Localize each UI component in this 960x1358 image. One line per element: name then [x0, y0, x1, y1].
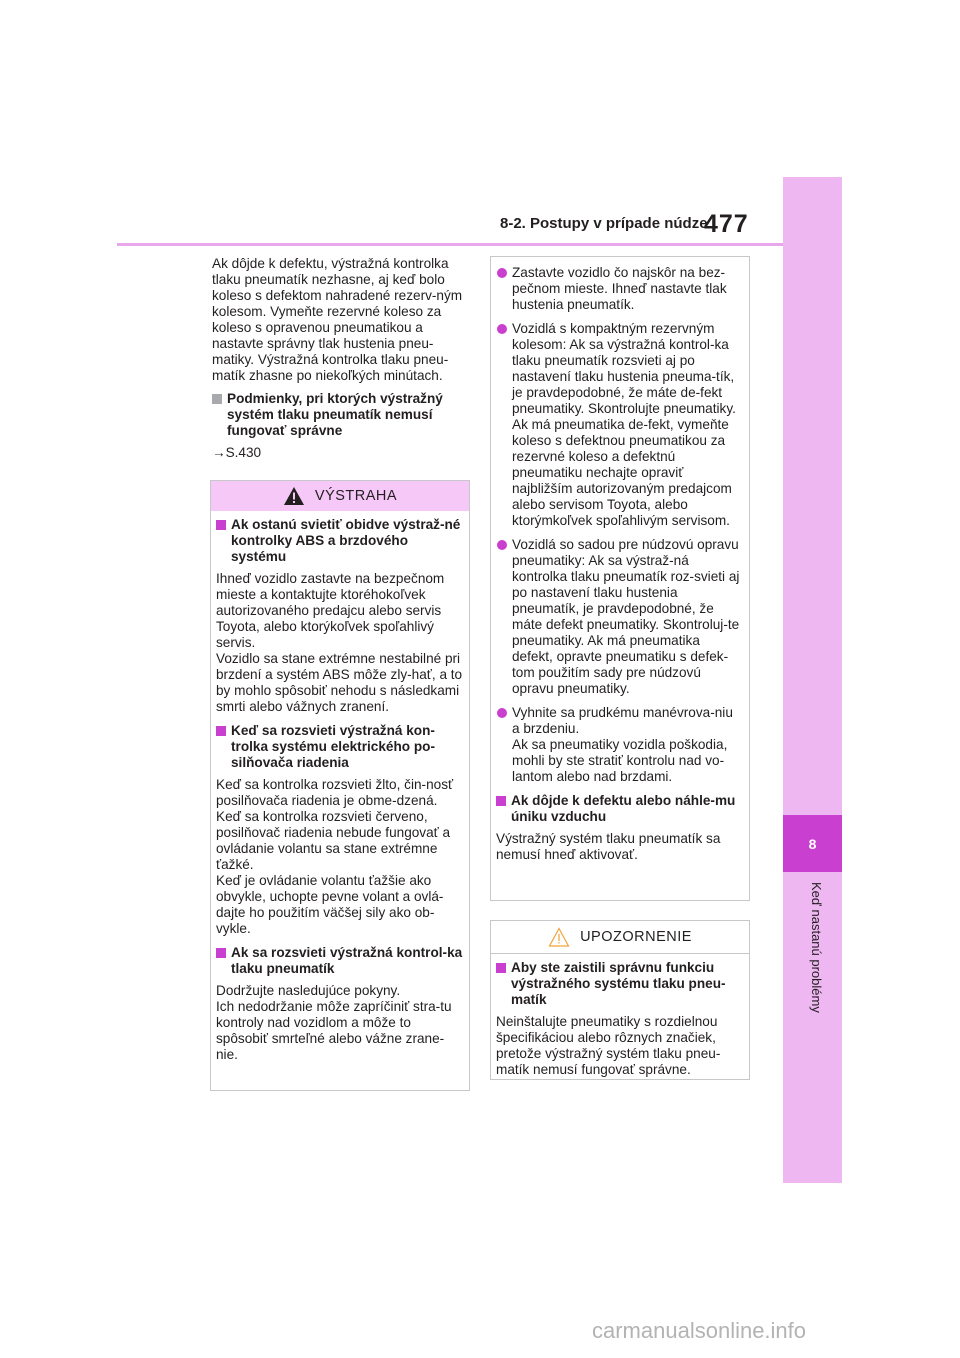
warning-section: [216, 517, 463, 715]
warning-box-header: [211, 481, 469, 511]
warning-continued-body: [491, 257, 749, 863]
list-item-line: Ak sa pneumatiky vozidla poškodia, mohli by ste stratiť kontrolu nad vo-lantom alebo nad brzdami.: [512, 737, 728, 784]
chapter-number-tab[interactable]: [783, 815, 842, 872]
warning-section-heading: [216, 945, 463, 977]
heading-square-icon: [496, 963, 506, 973]
notice-box-title: UPOZORNENIE: [580, 929, 692, 945]
warning-section-text: Dodržujte nasledujúce pokyny.: [216, 983, 401, 998]
conditions-heading-text: Podmienky, pri ktorých výstražný systém tlaku pneumatík nemusí fungovať správne: [227, 391, 443, 438]
list-item: [496, 265, 743, 313]
list-item-text: Vozidlá so sadou pre núdzovú opravu pneumatiky: Ak sa výstraž-ná kontrolka tlaku pneumatík roz-svieti aj po nastavení tlaku hustenia pneumatík, je pravdepodobné, že máte defekt pneumatiky. Skontroluj-te pneumatiky. Ak má pneumatika defekt, opravte pneumatiku s defek-tom použitím sady pre núdzovú opravu pneumatiky.: [512, 537, 740, 696]
leak-heading: [496, 793, 743, 825]
warning-section-heading-text: Ak ostanú svietiť obidve výstraž-né kontrolky ABS a brzdového systému: [231, 517, 461, 564]
warning-continued-box: [490, 256, 750, 901]
bullet-dot-icon: [497, 268, 507, 278]
warning-section-heading: [216, 723, 463, 771]
intro-paragraph: Ak dôjde k defektu, výstražná kontrolka tlaku pneumatík nezhasne, aj keď bolo koleso s defektom nahradené rezerv-ným kolesom. Vymeňte rezervné koleso za koleso s opravenou pneumatikou a nastavte správny tlak hustenia pneu-matiky. Výstražná kontrolka tlaku pneu-matík zhasne po niekoľkých minútach.: [212, 256, 463, 383]
warning-triangle-icon: [283, 486, 305, 506]
caution-triangle-icon: [548, 927, 570, 947]
notice-heading: [496, 960, 743, 1008]
warning-section-heading-text: Keď sa rozsvieti výstražná kon-trolka systému elektrického po-silňovača riadenia: [231, 723, 435, 770]
list-item-text: Zastavte vozidlo čo najskôr na bez-pečnom mieste. Ihneď nastavte tlak hustenia pneumatík.: [512, 265, 727, 312]
heading-square-icon: [216, 948, 226, 958]
notice-text: Neinštalujte pneumatiky s rozdielnou špecifikáciou alebo rôznych značiek, pretože výstražný systém tlaku pneu-matík nemusí fungovať správne.: [496, 1014, 721, 1077]
warning-box-body: [211, 511, 469, 1063]
heading-square-icon: [216, 726, 226, 736]
warning-section-heading-text: Ak sa rozsvieti výstražná kontrol-ka tlaku pneumatík: [231, 945, 463, 976]
warning-box: [210, 480, 470, 1091]
chapter-label: Keď nastanú problémy: [809, 882, 824, 1013]
heading-square-icon: [216, 520, 226, 530]
notice-box: [490, 920, 750, 1080]
warning-section-heading: [216, 517, 463, 565]
header-divider: [117, 243, 784, 246]
list-item: [496, 537, 743, 697]
page-number: 477: [704, 210, 749, 238]
warning-section-text: Keď sa kontrolka rozsvieti žlto, čin-nosť posilňovača riadenia je obme-dzená. Keď sa kontrolka rozsvieti červeno, posilňovač riadenia nebude fungovať a ovládanie volantu sa stane extrémne ťažké.: [216, 777, 454, 872]
heading-square-icon: [496, 796, 506, 806]
warning-section-text: Keď je ovládanie volantu ťažšie ako obvykle, uchopte pevne volant a ovlá-dajte ho použitím väčšej sily ako ob-vykle.: [216, 873, 444, 936]
list-item-text: Vozidlá s kompaktným rezervným kolesom: Ak sa výstražná kontrol-ka tlaku pneumatík rozsvieti aj po nastavení tlaku hustenia pneuma-tík, je pravdepodobné, že máte de-fekt pneumatiky. Skontrolujte pneumatiky. Ak má pneumatika de-fekt, vymeňte koleso s defektnou pneumatikou za rezervné koleso a defektnú pneumatiku nechajte opraviť najbližším autorizovaným predajcom alebo servisom Toyota, alebo ktorýmkoľvek spoľahlivým servisom.: [512, 321, 736, 528]
watermark: carmanualsonline.info: [592, 1318, 807, 1343]
warning-section-text: Vozidlo sa stane extrémne nestabilné pri brzdení a systém ABS môže zly-hať, a to by mohlo spôsobiť nehodu s následkami smrti alebo vážnych zranení.: [216, 651, 463, 714]
bullet-dot-icon: [497, 540, 507, 550]
warning-section-text: Ich nedodržanie môže zapríčiniť stra-tu kontroly nad vozidlom a môže to spôsobiť smrteľné alebo vážne zrane-nie.: [216, 999, 452, 1062]
warning-section-text: Ihneď vozidlo zastavte na bezpečnom mieste a kontaktujte ktoréhokoľvek autorizovaného predajcu alebo servis Toyota, alebo ktorýkoľvek spoľahlivý servis.: [216, 571, 445, 650]
list-item-line: Vyhnite sa prudkému manévrova-niu a brzdeniu.: [512, 705, 733, 736]
bullet-dot-icon: [497, 708, 507, 718]
warning-section: [216, 945, 463, 1063]
list-item: [496, 705, 743, 785]
heading-square-icon: [212, 394, 222, 404]
conditions-heading: [212, 391, 468, 439]
page-reference-link[interactable]: →S.430: [212, 445, 262, 460]
notice-heading-text: Aby ste zaistili správnu funkciu výstražného systému tlaku pneu-matík: [511, 960, 726, 1007]
notice-box-body: [491, 954, 749, 1078]
chapter-number: 8: [808, 835, 817, 852]
warning-box-title: VÝSTRAHA: [314, 488, 398, 504]
list-item: [496, 321, 743, 529]
notice-box-header: [491, 921, 749, 954]
leak-text: Výstražný systém tlaku pneumatík sa nemusí hneď aktivovať.: [496, 831, 721, 862]
warning-section: [216, 723, 463, 937]
list-item-text: [512, 705, 743, 785]
leak-heading-text: Ak dôjde k defektu alebo náhle-mu úniku vzduchu: [511, 793, 736, 824]
left-column: [212, 256, 468, 468]
section-title: 8-2. Postupy v prípade núdze: [500, 215, 708, 232]
bullet-dot-icon: [497, 324, 507, 334]
